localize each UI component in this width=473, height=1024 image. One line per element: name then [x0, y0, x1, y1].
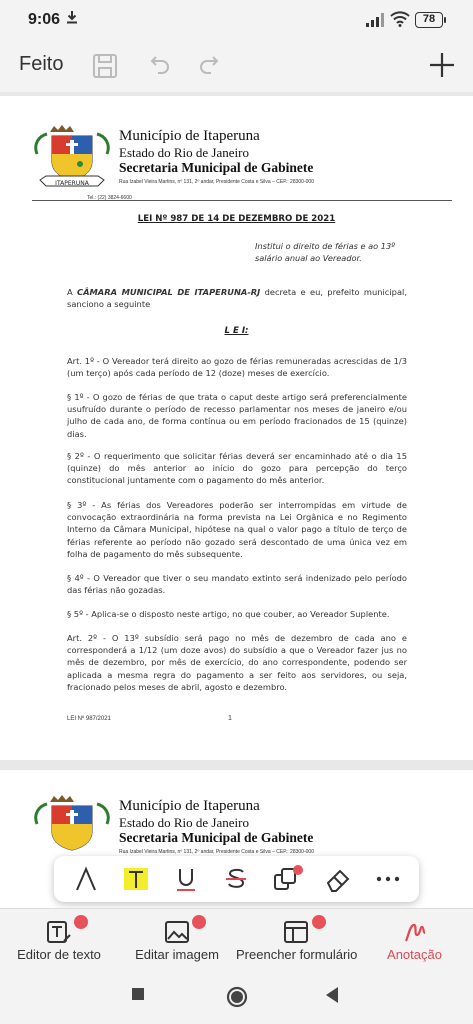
- law-title: LEI Nº 987 DE 14 DE DEZEMBRO DE 2021: [137, 214, 336, 224]
- battery-level: 78: [422, 13, 436, 25]
- page-header: [32, 124, 452, 204]
- status-time: 9:06: [28, 11, 61, 28]
- system-nav-bar: [0, 974, 473, 1024]
- document-page-1: [0, 96, 473, 760]
- header-estado: Estado do Rio de Janeiro: [119, 145, 249, 160]
- wifi-icon: [390, 11, 410, 32]
- premium-badge-icon: [312, 915, 326, 929]
- add-icon[interactable]: [427, 50, 457, 80]
- status-bar: [0, 0, 473, 40]
- save-icon[interactable]: [91, 52, 119, 80]
- highlight-tool-icon[interactable]: [122, 865, 150, 893]
- underline-tool-icon[interactable]: [172, 865, 200, 893]
- municipal-crest-icon: [32, 794, 112, 864]
- header-telefone: Tel.: (22) 3824-6600: [87, 195, 132, 201]
- header-endereco: Rua Izabel Vieira Martins, nº 131, 2º andar, Presidente Costa e Silva – CEP.: 28300-000: [119, 849, 314, 855]
- paragraph-s3: § 3º - As férias dos Vereadores poderão ser interrompidas em virtude de convocação extraordinária na forma prevista na Lei Orgânica e no Regimento Interno da Câmara Municipal, hipótese na qual o valor pago a título de terço de férias referente ao período não gozado será descontado de uma única vez em folha de pagamento do mês subsequente.: [67, 500, 407, 559]
- redo-icon[interactable]: [197, 52, 225, 80]
- law-ementa: Institui o direito de férias e ao 13º salário anual ao Vereador.: [255, 241, 396, 263]
- text-editor-icon: [44, 917, 74, 947]
- header-secretaria: Secretaria Municipal de Gabinete: [119, 830, 314, 845]
- top-toolbar: [0, 40, 473, 92]
- tab-label: Editor de texto: [17, 947, 101, 962]
- header-estado: Estado do Rio de Janeiro: [119, 815, 249, 830]
- pen-tool-icon[interactable]: [72, 865, 100, 893]
- tab-editor-de-texto[interactable]: [0, 909, 118, 975]
- paragraph-art2: Art. 2º - O 13º subsídio será pago no mês de dezembro de cada ano e corresponderá a 1/12 (um doze avos) do subsídio a que o Vereador fazer jus no mês de dezembro, por mês de exercício, do ano correspondente, podendo ser aplicada a mesma regra do pagamento a ser feito aos servidores, ou seja, fracionado pelos meses de abril, agosto e dezembro.: [67, 633, 407, 692]
- annotation-toolbar: [54, 856, 419, 902]
- done-button[interactable]: Feito: [19, 53, 64, 75]
- tab-label: Anotação: [387, 947, 442, 962]
- paragraph-art1: Art. 1º - O Vereador terá direito ao gozo de férias remuneradas acrescidas de 1/3 (um terço) após cada período de 12 (doze) meses de exercício.: [67, 356, 407, 379]
- home-button[interactable]: [226, 986, 248, 1013]
- paragraph-s2: § 2º - O requerimento que solicitar férias deverá ser encaminhado até o dia 15 (quinze) do mês anterior ao início do gozo para percepção do terço constitucional juntamente com o pagamento do mês anterior.: [67, 451, 407, 486]
- strikethrough-tool-icon[interactable]: [222, 865, 250, 893]
- header-municipio: Município de Itaperuna: [119, 798, 260, 814]
- tab-label: Preencher formulário: [236, 947, 358, 962]
- recents-button[interactable]: [130, 986, 146, 1007]
- intro-camara: CÂMARA MUNICIPAL DE ITAPERUNA-RJ: [77, 287, 261, 297]
- document-viewer[interactable]: [0, 92, 473, 908]
- crest-text: ITAPERUNA: [55, 180, 89, 187]
- back-button[interactable]: [324, 986, 340, 1009]
- header-municipio: Município de Itaperuna: [119, 128, 260, 144]
- tab-label: Editar imagem: [135, 947, 219, 962]
- municipal-crest-icon: [32, 124, 112, 194]
- more-options-icon[interactable]: [374, 865, 402, 893]
- tab-preencher-formulario[interactable]: [236, 909, 356, 975]
- undo-icon[interactable]: [144, 52, 172, 80]
- battery-icon: [415, 12, 443, 28]
- bottom-tab-bar: [0, 908, 473, 974]
- tab-anotacao[interactable]: [356, 909, 473, 975]
- image-editor-icon: [162, 917, 192, 947]
- page-number: 1: [228, 715, 232, 722]
- paragraph-s4: § 4º - O Vereador que tiver o seu mandato extinto será indenizado pelo período das férias não gozadas.: [67, 573, 407, 596]
- download-icon: [66, 10, 78, 27]
- premium-badge-icon: [192, 915, 206, 929]
- lei-heading: L E I:: [224, 326, 249, 336]
- footer-law-number: LEI Nº 987/2021: [67, 716, 111, 722]
- paragraph-s5: § 5º - Aplica-se o disposto neste artigo, no que couber, ao Vereador Suplente.: [67, 609, 390, 619]
- paragraph-s1: § 1º - O gozo de férias de que trata o caput deste artigo será preferencialmente usufruído durante o período de recesso parlamentar nos meses de janeiro e/ou julho de cada ano, de forma contínua ou em período fracionados de 15 (quinze) dias.: [67, 392, 407, 439]
- header-secretaria: Secretaria Municipal de Gabinete: [119, 160, 314, 175]
- tab-editar-imagem[interactable]: [118, 909, 236, 975]
- annotation-icon: [400, 917, 430, 947]
- intro-paragraph: [67, 286, 407, 310]
- premium-badge-icon: [74, 915, 88, 929]
- eraser-tool-icon[interactable]: [324, 865, 352, 893]
- shapes-tool-icon[interactable]: [272, 865, 300, 893]
- intro-a: A: [67, 287, 78, 297]
- form-fill-icon: [281, 917, 311, 947]
- header-divider: [32, 200, 452, 201]
- header-endereco: Rua Izabel Vieira Martins, nº 131, 2º andar, Presidente Costa e Silva – CEP.: 28300-000: [119, 179, 314, 185]
- signal-icon: [366, 13, 384, 32]
- intro-rest: decreta e eu, prefeito municipal, sanciono a seguinte: [67, 287, 407, 310]
